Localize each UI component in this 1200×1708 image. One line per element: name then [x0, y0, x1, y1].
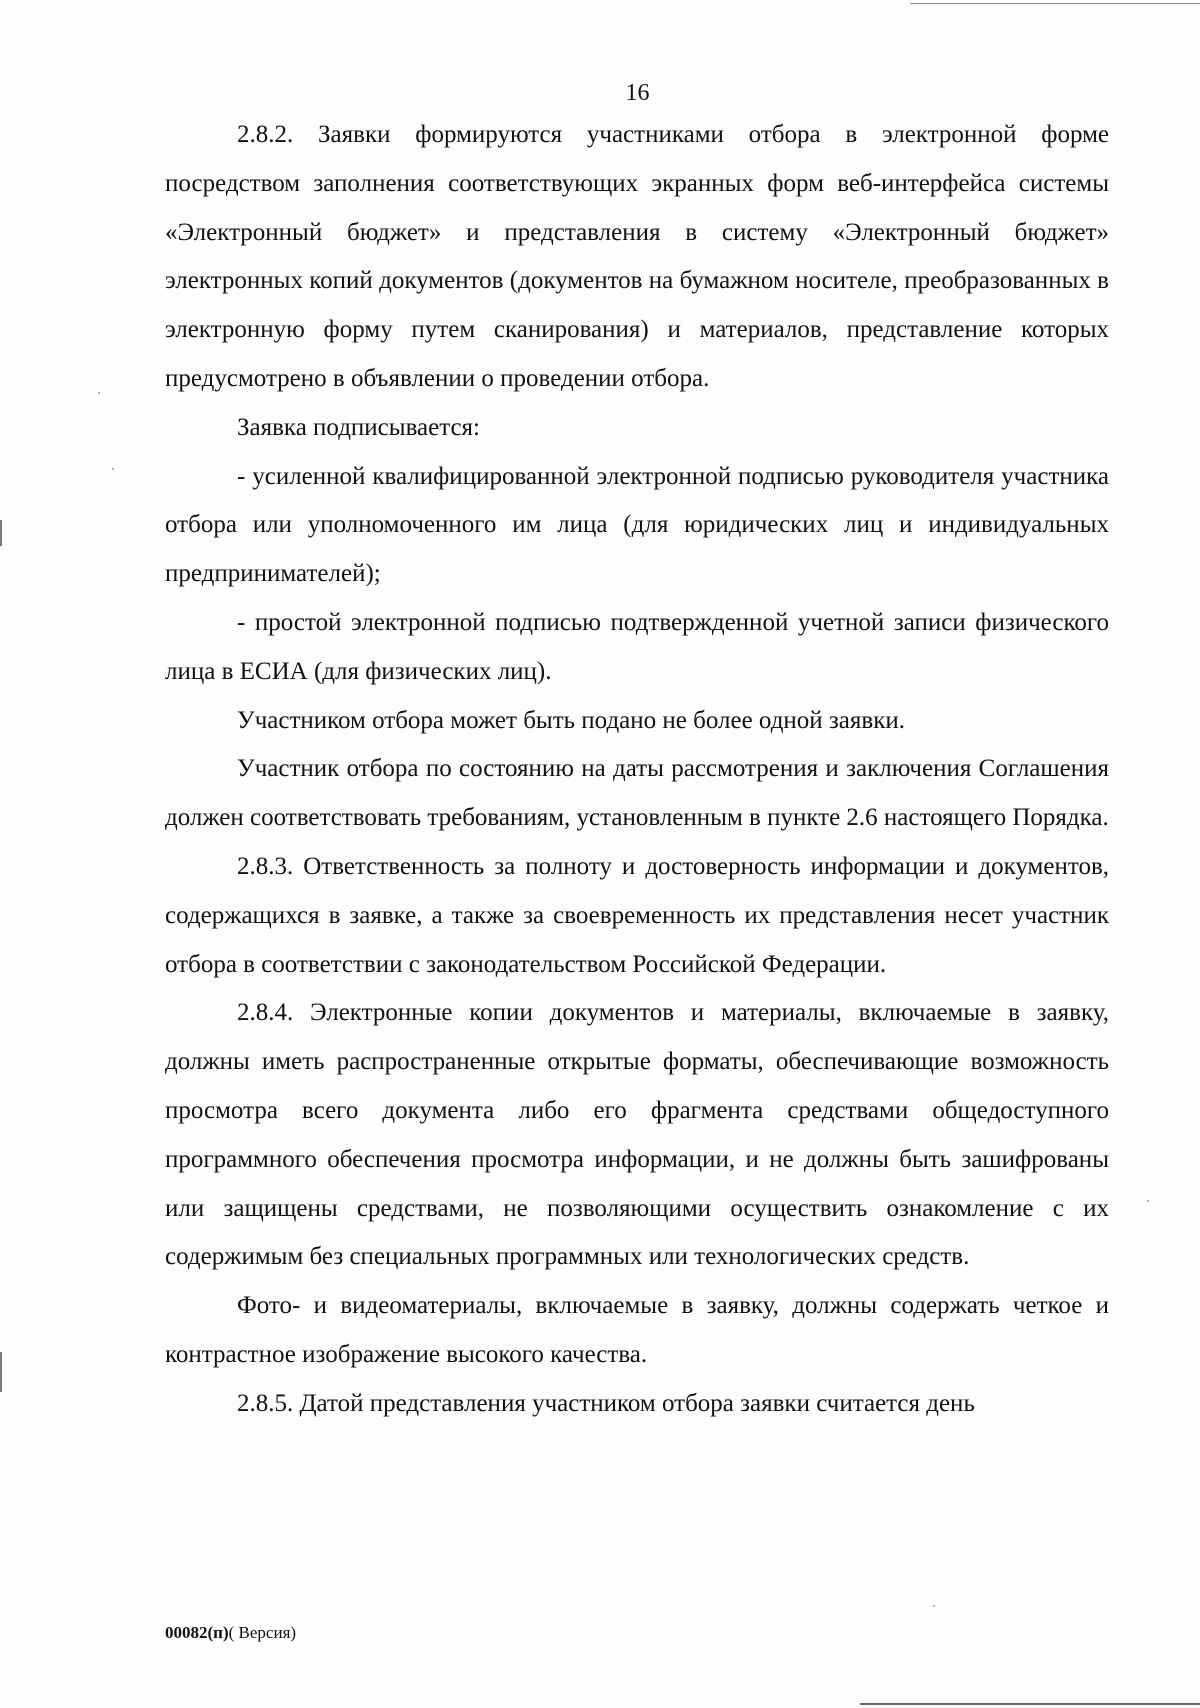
- document-body: [165, 111, 1109, 1429]
- paragraph-2-8-5: 2.8.5. Датой представления участником отбора заявки считается день: [237, 1389, 975, 1417]
- paragraph-signing-intro: Заявка подписывается:: [237, 413, 481, 441]
- document-version: ( Версия): [228, 1623, 297, 1642]
- paragraph-qualified-signature: - усиленной квалифицированной электронной подписью руководителя участника отбора или уполномоченного им лица (для юридических лиц и индивидуальных предпринимателей);: [165, 462, 1109, 588]
- page-number: 16: [625, 80, 650, 106]
- scan-edge-line: [910, 3, 1200, 4]
- scan-edge-mark: [0, 1352, 2, 1392]
- document-code: 00082(п): [165, 1623, 229, 1642]
- scan-edge-line: [860, 1703, 1200, 1705]
- paragraph-requirements: Участник отбора по состоянию на даты рассмотрения и заключения Соглашения должен соответствовать требованиям, установленным в пункте 2.6 настоящего Порядка.: [165, 755, 1109, 832]
- paragraph-simple-signature: - простой электронной подписью подтвержденной учетной записи физического лица в ЕСИА (для физических лиц).: [165, 608, 1109, 685]
- scan-speck: [933, 1605, 935, 1607]
- scan-edge-mark: [0, 520, 2, 546]
- scan-speck: [112, 468, 114, 470]
- paragraph-one-application: Участником отбора может быть подано не более одной заявки.: [237, 706, 905, 734]
- paragraph-media: Фото- и видеоматериалы, включаемые в заявку, должны содержать четкое и контрастное изображение высокого качества.: [165, 1292, 1109, 1368]
- scan-speck: [98, 392, 100, 394]
- document-footer: [165, 1618, 296, 1648]
- scan-speck: [1147, 1200, 1149, 1202]
- paragraph-2-8-3: 2.8.3. Ответственность за полноту и достоверность информации и документов, содержащихся в заявке, а также за своевременность их представления несет участник отбора в соответствии с законодательством Российской Федерации.: [165, 852, 1109, 978]
- paragraph-2-8-4: 2.8.4. Электронные копии документов и материалы, включаемые в заявку, должны иметь распространенные открытые форматы, обеспечивающие возможность просмотра всего документа либо его фрагмента средствами общедоступного программного обеспечения просмотра информации, и не должны быть зашифрованы или защищены средствами, не позволяющими осуществить ознакомление с их содержимым без специальных программных или технологических средств.: [165, 999, 1109, 1271]
- paragraph-2-8-2: 2.8.2. Заявки формируются участниками отбора в электронной форме посредством заполнения соответствующих экранных форм веб-интерфейса системы «Электронный бюджет» и представления в систему «Электронный бюджет» электронных копий документов (документов на бумажном носителе, преобразованных в электронную форму путем сканирования) и материалов, представление которых предусмотрено в объявлении о проведении отбора.: [165, 121, 1109, 392]
